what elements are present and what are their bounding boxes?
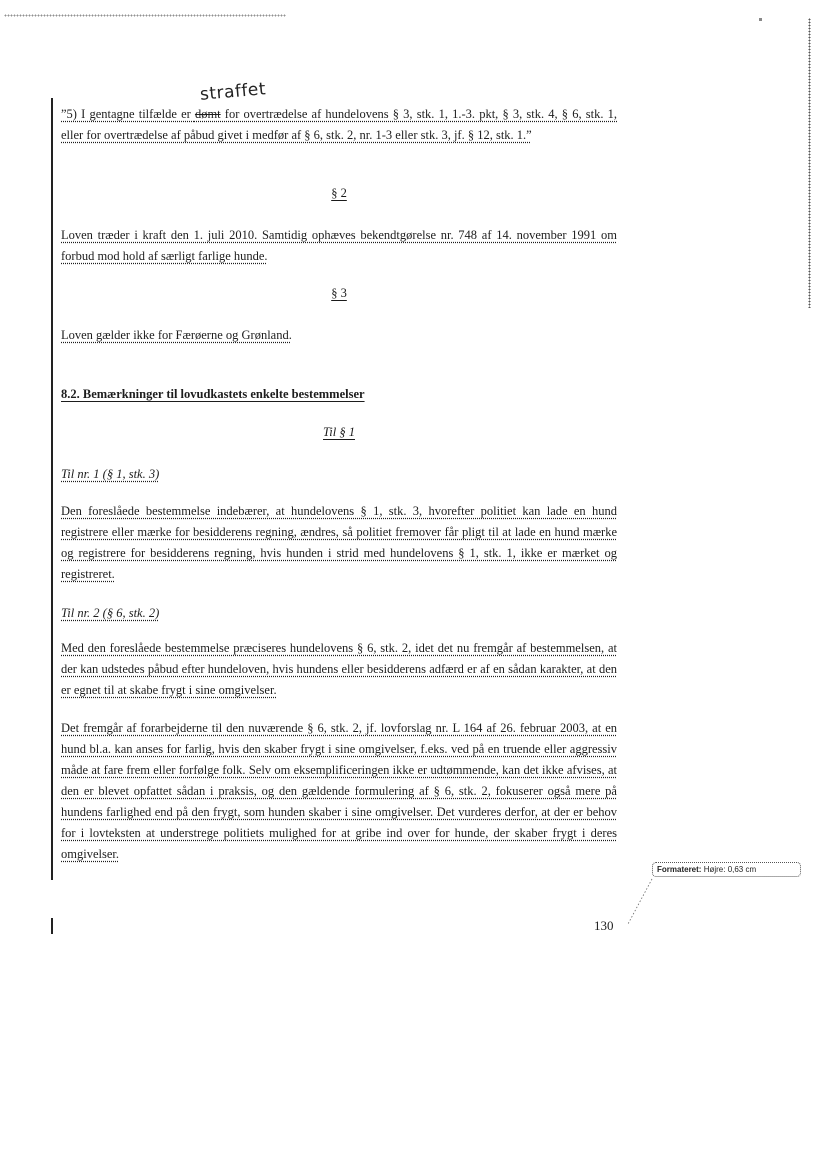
nr1-heading: Til nr. 1 (§ 1, stk. 3) — [61, 467, 160, 481]
til-paragraf-1-heading: Til § 1 — [323, 425, 355, 439]
amendment-prefix: ”5) I gentagne tilfælde er — [61, 107, 195, 121]
change-bar-footer — [51, 918, 53, 934]
header-dotted-line — [4, 14, 286, 17]
nr2-text-continued: Det fremgår af forarbejderne til den nuværende § 6, stk. 2, jf. lovforslag nr. L 164 af 26. februar 2003, at en hund bl.a. kan anses for farlig, hvis den skaber frygt i sine omgivelser, f.eks. ved på en truende eller aggressiv måde at fare frem eller forfølge folk. Selv om eksemplificeringen ikke er udtømmende, kan det ikke afvises, at den er blevet opfattet sådan i praksis, og den gældende formulering af § 6, stk. 2, fokuserer også mere på hundens farlighed end på den frygt, som hunden skaber i sine omgivelser. Det vurderes derfor, at der er behov for i lovteksten at understrege politiets mulighed for at gribe ind over for hunde, der skaber frygt i deres omgivelser. — [61, 721, 617, 861]
comment-connector-line — [626, 878, 654, 926]
amendment-suffix: for overtrædelse af hundelovens § 3, stk. 1, 1.-3. pkt, § 3, stk. 4, § 6, stk. 1, eller for overtrædelse af påbud givet i medfør af § 6, stk. 2, nr. 1-3 eller stk. 3, jf. § 12, stk. 1.” — [61, 107, 617, 142]
remarks-heading: 8.2. Bemærkninger til lovudkastets enkelte bestemmelser — [61, 387, 365, 401]
struck-word: dømt — [194, 107, 221, 121]
section-2-text: Loven træder i kraft den 1. juli 2010. Samtidig ophæves bekendtgørelse nr. 748 af 14. november 1991 om forbud mod hold af særligt farlige hunde. — [61, 228, 617, 263]
nr1-text: Den foreslåede bestemmelse indebærer, at hundelovens § 1, stk. 3, hvorefter politiet kan lade en hund registrere eller mærke for besidderens regning, ændres, så politiet fremover får pligt til at lade en hund mærke og registrere for besidderens regning, hvis hunden i strid med hundelovens § 1, stk. 1, ikke er mærket og registreret. — [61, 504, 617, 581]
format-comment-label: Formateret: — [657, 865, 702, 874]
section-2-heading: § 2 — [331, 186, 347, 200]
format-comment-value: Højre: 0,63 cm — [703, 865, 757, 874]
handwritten-insert: straffet — [199, 79, 267, 105]
margin-dotted-line — [808, 18, 811, 308]
change-bar — [51, 98, 53, 880]
section-3-text: Loven gælder ikke for Færøerne og Grønland. — [61, 328, 292, 342]
amendment-paragraph — [61, 104, 617, 146]
format-comment[interactable] — [652, 862, 801, 877]
nr2-heading: Til nr. 2 (§ 6, stk. 2) — [61, 606, 160, 620]
header-mark — [759, 18, 762, 21]
section-3-heading: § 3 — [331, 286, 347, 300]
nr2-text: Med den foreslåede bestemmelse præciseres hundelovens § 6, stk. 2, idet det nu fremgår af bestemmelsen, at der kan udstedes påbud efter hundeloven, hvis hundens eller besidderens adfærd er af en sådan karakter, at den er egnet til at skabe frygt i sine omgivelser. — [61, 641, 617, 697]
page-number: 130 — [594, 918, 614, 933]
